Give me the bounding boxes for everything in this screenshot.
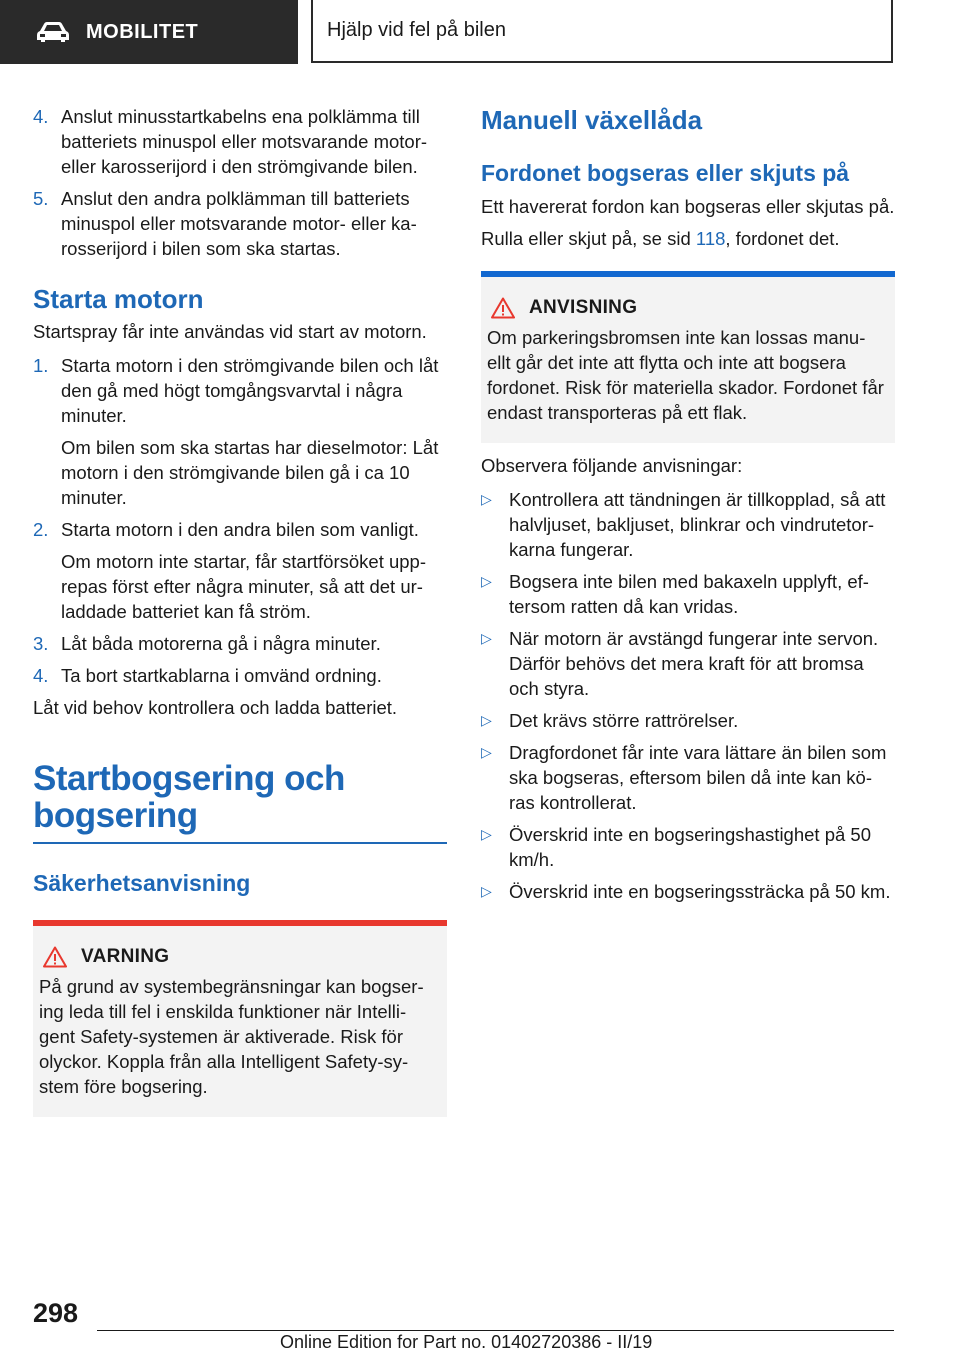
- left-column: [33, 104, 447, 1117]
- step-text: Starta motorn i den strömgivande bilen och låt den gå med högt tomgångsvarvtal i några minuter.: [61, 355, 439, 426]
- bullet-item: [481, 740, 895, 815]
- step-number: 5.: [33, 188, 49, 209]
- step-text: Starta motorn i den andra bilen som vanligt.: [61, 519, 419, 540]
- warning-box: [33, 920, 447, 1117]
- chapter-heading-line: Startbogsering och: [33, 759, 345, 798]
- bullet-text: Det krävs större rattrörelser.: [509, 710, 739, 731]
- intro-text: Ett havererat fordon kan bogseras eller skjutas på.: [481, 196, 895, 217]
- page-link[interactable]: 118: [695, 228, 726, 249]
- reference-text: [481, 226, 895, 251]
- warning-text: På grund av systembegränsningar kan bogser-ing leda till fel i enskilda funktioner när Intelli-gent Safety-systemen är aktiverade. Risk för olyckor. Koppla från alla Intelligent Safety-sy-stem före bogsering.: [39, 976, 424, 1097]
- step-number: 3.: [33, 633, 49, 654]
- step-item: [33, 663, 447, 688]
- step-text: Anslut minusstartkabelns ena polklämma till batteriets minuspol eller motsvarande motor- eller karosserijord i den strömgivande bilen.: [61, 106, 428, 177]
- bullet-triangle-icon: ▷: [481, 712, 492, 728]
- step-text: Låt båda motorerna gå i några minuter.: [61, 633, 381, 654]
- bullet-item: [481, 822, 895, 872]
- bullet-triangle-icon: ▷: [481, 630, 492, 646]
- observe-text: Observera följande anvisningar:: [481, 455, 743, 476]
- chapter-title: Hjälp vid fel på bilen: [327, 19, 506, 41]
- step-text: Anslut den andra polklämman till batteriets minuspol eller motsvarande motor- eller ka-rosserijord i bilen som ska startas.: [61, 188, 417, 259]
- step-item: [33, 517, 447, 542]
- bullet-text: Bogsera inte bilen med bakaxeln upplyft, ef-tersom ratten då kan vridas.: [509, 571, 869, 617]
- step-item: [33, 353, 447, 428]
- edition-text: Online Edition for Part no. 01402720386 - II/19: [280, 1332, 653, 1352]
- bullet-item: [481, 879, 895, 904]
- manual-gearbox-heading: Manuell växellåda: [481, 105, 703, 135]
- section-title: MOBILITET: [86, 20, 199, 43]
- step-subtext: Om bilen som ska startas har dieselmotor: Låt motorn i den strömgivande bilen gå i ca 10 minuter.: [61, 437, 439, 508]
- notice-box: [481, 271, 895, 443]
- bullet-triangle-icon: ▷: [481, 573, 492, 589]
- step-number: 2.: [33, 519, 49, 540]
- bullet-triangle-icon: ▷: [481, 491, 492, 507]
- step-number: 4.: [33, 665, 49, 686]
- page-number: 298: [33, 1298, 79, 1328]
- bullet-text: Överskrid inte en bogseringssträcka på 50 km.: [509, 881, 891, 902]
- car-icon: [36, 21, 70, 43]
- heading-rule: [33, 842, 447, 844]
- bullet-text: Överskrid inte en bogseringshastighet på 50 km/h.: [509, 824, 871, 870]
- bullet-item: [481, 569, 895, 619]
- step-number: 1.: [33, 355, 49, 376]
- bullet-item: [481, 708, 895, 733]
- bullet-item: [481, 626, 895, 701]
- tow-push-heading: Fordonet bogseras eller skjuts på: [481, 160, 850, 186]
- chapter-tab: [311, 0, 893, 63]
- reference-post: , fordonet det.: [725, 228, 840, 249]
- section-tab: [0, 0, 298, 64]
- footer-rule: [97, 1330, 894, 1331]
- notice-text: Om parkeringsbromsen inte kan lossas manu-ellt går det inte att flytta och inte att bogsera fordonet. Risk för materiella skador. Fordonet får endast transporteras på ett flak.: [487, 327, 884, 423]
- bullet-triangle-icon: ▷: [481, 744, 492, 760]
- warning-triangle-icon: [43, 946, 67, 968]
- chapter-heading-line: bogsering: [33, 796, 198, 835]
- step-item: [33, 631, 447, 656]
- step-item: [33, 104, 447, 179]
- right-column: [481, 104, 895, 911]
- bullet-item: [481, 487, 895, 562]
- after-text: Låt vid behov kontrollera och ladda batteriet.: [33, 697, 398, 718]
- notice-triangle-icon: [491, 297, 515, 319]
- bullet-triangle-icon: ▷: [481, 883, 492, 899]
- start-engine-heading: Starta motorn: [33, 284, 204, 314]
- warning-title: VARNING: [81, 946, 170, 967]
- reference-pre: Rulla eller skjut på, se sid: [481, 228, 696, 249]
- step-number: 4.: [33, 106, 49, 127]
- bullet-text: Kontrollera att tändningen är tillkopplad, så att halvljuset, bakljuset, blinkrar och vindrutetor-karna fungerar.: [509, 489, 886, 560]
- step-subtext: Om motorn inte startar, får startförsöket upp-repas först efter några minuter, så att det ur-laddade batteriet kan få ström.: [61, 551, 426, 622]
- step-item: [33, 186, 447, 261]
- bullet-text: När motorn är avstängd fungerar inte servon. Därför behövs det mera kraft för att bromsa och styra.: [509, 628, 879, 699]
- chapter-heading: [33, 760, 447, 834]
- notice-title: ANVISNING: [529, 297, 638, 318]
- safety-heading: Säkerhetsanvisning: [33, 870, 251, 896]
- step-text: Ta bort startkablarna i omvänd ordning.: [61, 665, 382, 686]
- start-intro: Startspray får inte användas vid start av motorn.: [33, 321, 427, 342]
- bullet-text: Dragfordonet får inte vara lättare än bilen som ska bogseras, eftersom bilen då inte kan kö-ras kontrollerat.: [509, 742, 887, 813]
- bullet-triangle-icon: ▷: [481, 826, 492, 842]
